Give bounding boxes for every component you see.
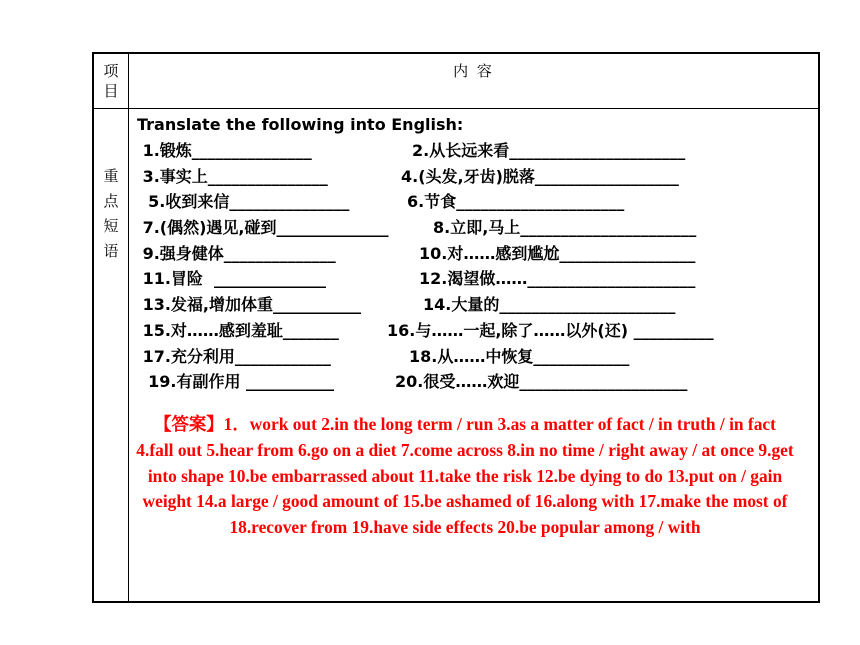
header-divider	[94, 108, 818, 109]
phrase-right: 20.很受……欢迎_____________________	[395, 372, 688, 392]
phrase-left: 13.发福,增加体重___________	[137, 295, 361, 315]
phrase-right: 4.(头发,牙齿)脱落__________________	[401, 166, 679, 186]
side-label-char: 短	[103, 217, 119, 235]
side-label-char: 重	[103, 167, 119, 185]
phrase-left: 7.(偶然)遇见,碰到______________	[137, 218, 389, 238]
phrase-right: 16.与……一起,除了……以外(还) __________	[387, 320, 714, 340]
phrase-right: 6.节食_____________________	[407, 192, 625, 212]
phrase-left: 1.锻炼_______________	[137, 141, 312, 160]
phrase-row	[137, 164, 817, 190]
phrase-left: 15.对……感到羞耻_______	[137, 320, 339, 340]
phrase-left: 19.有副作用 ___________	[137, 372, 335, 392]
phrase-right: 14.大量的______________________	[423, 295, 676, 315]
header-item-cell	[94, 54, 128, 108]
phrase-right: 12.渴望做……_____________________	[419, 269, 696, 289]
phrase-row	[137, 266, 817, 292]
header-item-char-2: 目	[103, 82, 119, 100]
phrase-right: 10.对……感到尴尬_________________	[419, 243, 696, 263]
phrase-list	[137, 112, 817, 395]
side-label-char: 语	[103, 242, 119, 260]
phrase-row	[137, 318, 817, 344]
phrase-row	[137, 344, 817, 370]
phrase-left: 11.冒险 ______________	[137, 269, 327, 289]
column-divider	[128, 54, 129, 601]
phrase-left: 9.强身健体______________	[137, 243, 336, 263]
side-label	[94, 164, 128, 264]
answer-text: 1．work out 2.in the long term / run 3.as a matter of fact / in truth / in fact 4.fall out 5.hear from 6.go on a diet 7.come across 8.in no time / right away / at once 9.get into shape 10.be embarrassed about 11.take the risk 12.be dying to do 13.put on / gain weight 14.a large / good amount of 15.be ashamed of 16.along with 17.make the most of 18.recover from 19.have side effects 20.be popular among / with	[136, 414, 794, 538]
header-item-char-1: 项	[103, 62, 119, 80]
answer-block	[134, 412, 796, 541]
phrase-left: 17.充分利用____________	[137, 346, 331, 366]
header-content-cell: 内 容	[453, 62, 494, 80]
phrase-left: 5.收到来信_______________	[137, 192, 350, 212]
answer-label: 【答案】	[154, 414, 224, 434]
exercise-table	[92, 52, 820, 603]
phrase-row	[137, 292, 817, 318]
phrase-row	[137, 215, 817, 241]
phrase-right: 2.从长远来看______________________	[412, 141, 686, 160]
side-label-char: 点	[103, 192, 119, 210]
phrase-right: 8.立即,马上______________________	[433, 218, 697, 238]
instruction-title: Translate the following into English:	[137, 115, 464, 134]
phrase-left: 3.事实上_______________	[137, 166, 328, 186]
phrase-row	[137, 138, 817, 164]
phrase-right: 18.从……中恢复____________	[409, 346, 630, 366]
phrase-row	[137, 189, 817, 215]
phrase-row	[137, 369, 817, 395]
phrase-row	[137, 241, 817, 267]
